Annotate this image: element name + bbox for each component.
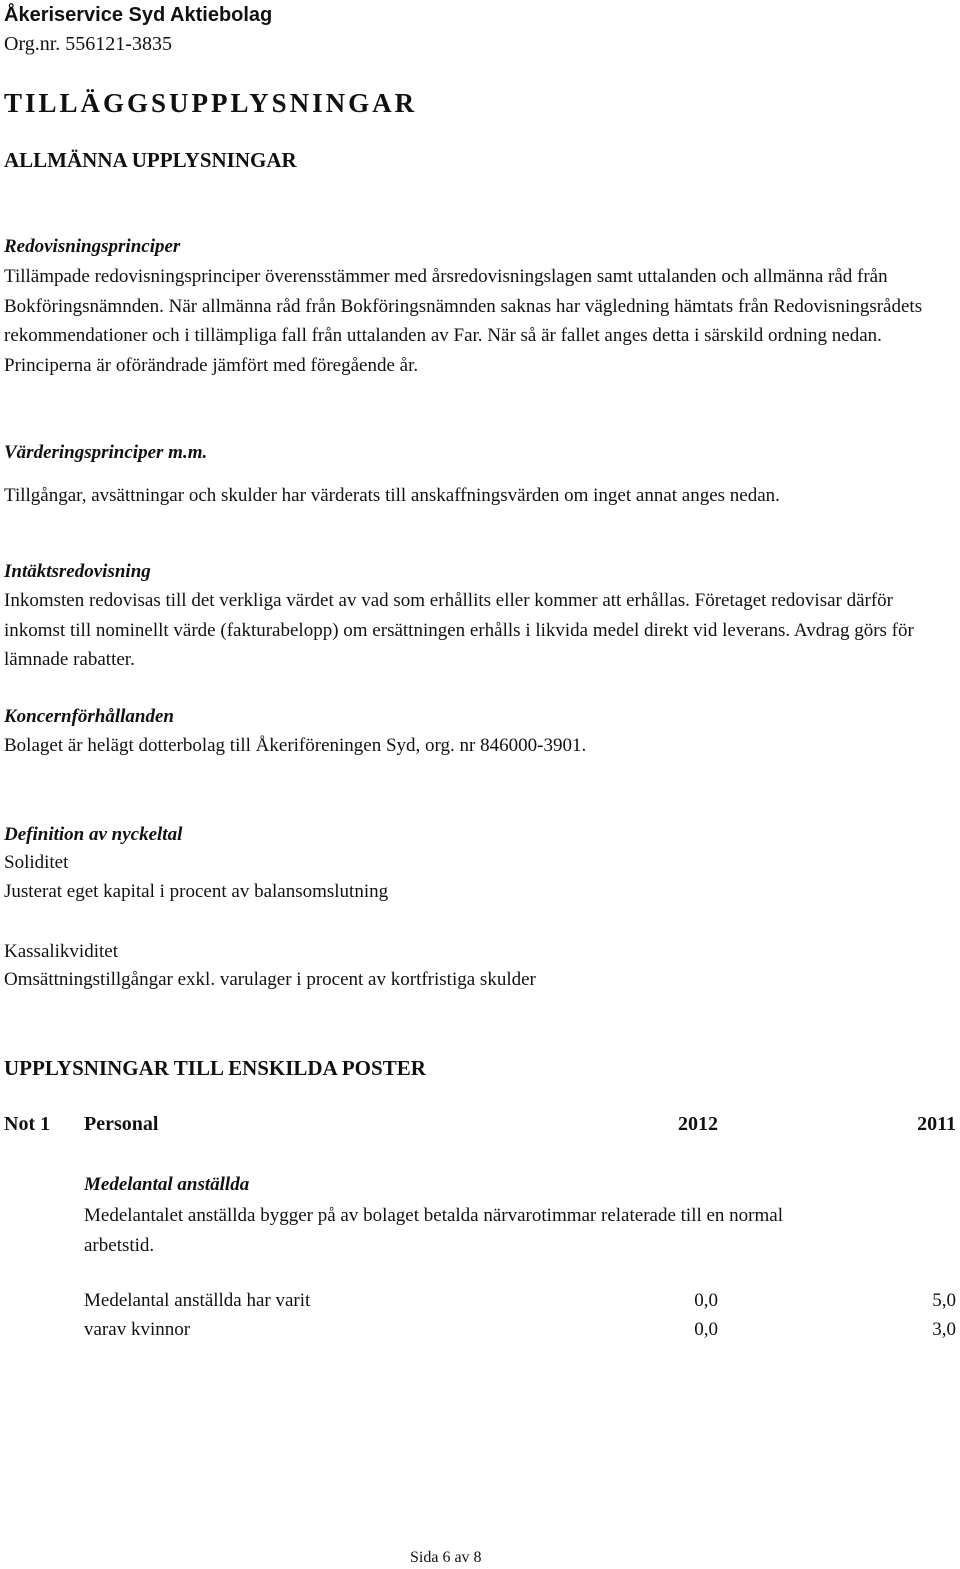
note-name: Personal (84, 1113, 159, 1135)
table-row-label: varav kvinnor (84, 1319, 191, 1340)
company-name: Åkeriservice Syd Aktiebolag (4, 4, 273, 26)
table-cell-current: 0,0 (694, 1290, 718, 1311)
group-relations-heading: Koncernförhållanden (4, 706, 174, 727)
key-ratio-name: Kassalikviditet (4, 941, 118, 962)
group-relations-text: Bolaget är helägt dotterbolag till Åkeriföreningen Syd, org. nr 846000-3901. (4, 735, 587, 756)
key-ratios-heading: Definition av nyckeltal (4, 824, 183, 845)
page-title: TILLÄGGSUPPLYSNINGAR (4, 88, 418, 118)
note-description: Medelantalet anställda bygger på av bolaget betalda närvarotimmar relaterade till en normal arbetstid. (84, 1205, 784, 1256)
org-number: Org.nr. 556121-3835 (4, 33, 172, 55)
accounting-principles-text: Tillämpade redovisningsprinciper överensstämmer med årsredovisningslagen samt uttalanden och allmänna råd från Bokföringsnämnden. När allmänna råd från Bokföringsnämnden saknas har vägledning hämtats från Redovisningsrådets rekommendationer och i tillämpliga fall från uttalanden av Far. När så är fallet anges detta i särskild ordning nedan. Principerna är oförändrade jämfört med föregående år. (4, 266, 923, 376)
page-number: Sida 6 av 8 (410, 1549, 482, 1566)
key-ratio-definition: Justerat eget kapital i procent av balansomslutning (4, 881, 389, 902)
key-ratio-definition: Omsättningstillgångar exkl. varulager i procent av kortfristiga skulder (4, 969, 536, 990)
valuation-principles-heading: Värderingsprinciper m.m. (4, 442, 208, 463)
year-previous: 2011 (917, 1113, 956, 1135)
items-section-title: UPPLYSNINGAR TILL ENSKILDA POSTER (4, 1056, 426, 1080)
key-ratio-name: Soliditet (4, 852, 69, 873)
note-label: Not 1 (4, 1113, 51, 1135)
accounting-principles-heading: Redovisningsprinciper (4, 236, 181, 257)
revenue-recognition-text: Inkomsten redovisas till det verkliga värdet av vad som erhållits eller kommer att erhållas. Företaget redovisar därför inkomst till nominellt värde (fakturabelopp) om ersättningen erhålls i likvida medel direkt vid leverans. Avdrag görs för lämnade rabatter. (4, 590, 914, 670)
general-section-title: ALLMÄNNA UPPLYSNINGAR (4, 148, 297, 172)
revenue-recognition-heading: Intäktsredovisning (4, 561, 151, 582)
table-cell-current: 0,0 (694, 1319, 718, 1340)
year-current: 2012 (678, 1113, 718, 1135)
note-subheading: Medelantal anställda (84, 1174, 250, 1195)
valuation-principles-text: Tillgångar, avsättningar och skulder har värderats till anskaffningsvärden om inget annat anges nedan. (4, 485, 780, 506)
table-cell-previous: 5,0 (932, 1290, 956, 1311)
table-row-label: Medelantal anställda har varit (84, 1290, 311, 1311)
table-cell-previous: 3,0 (932, 1319, 956, 1340)
